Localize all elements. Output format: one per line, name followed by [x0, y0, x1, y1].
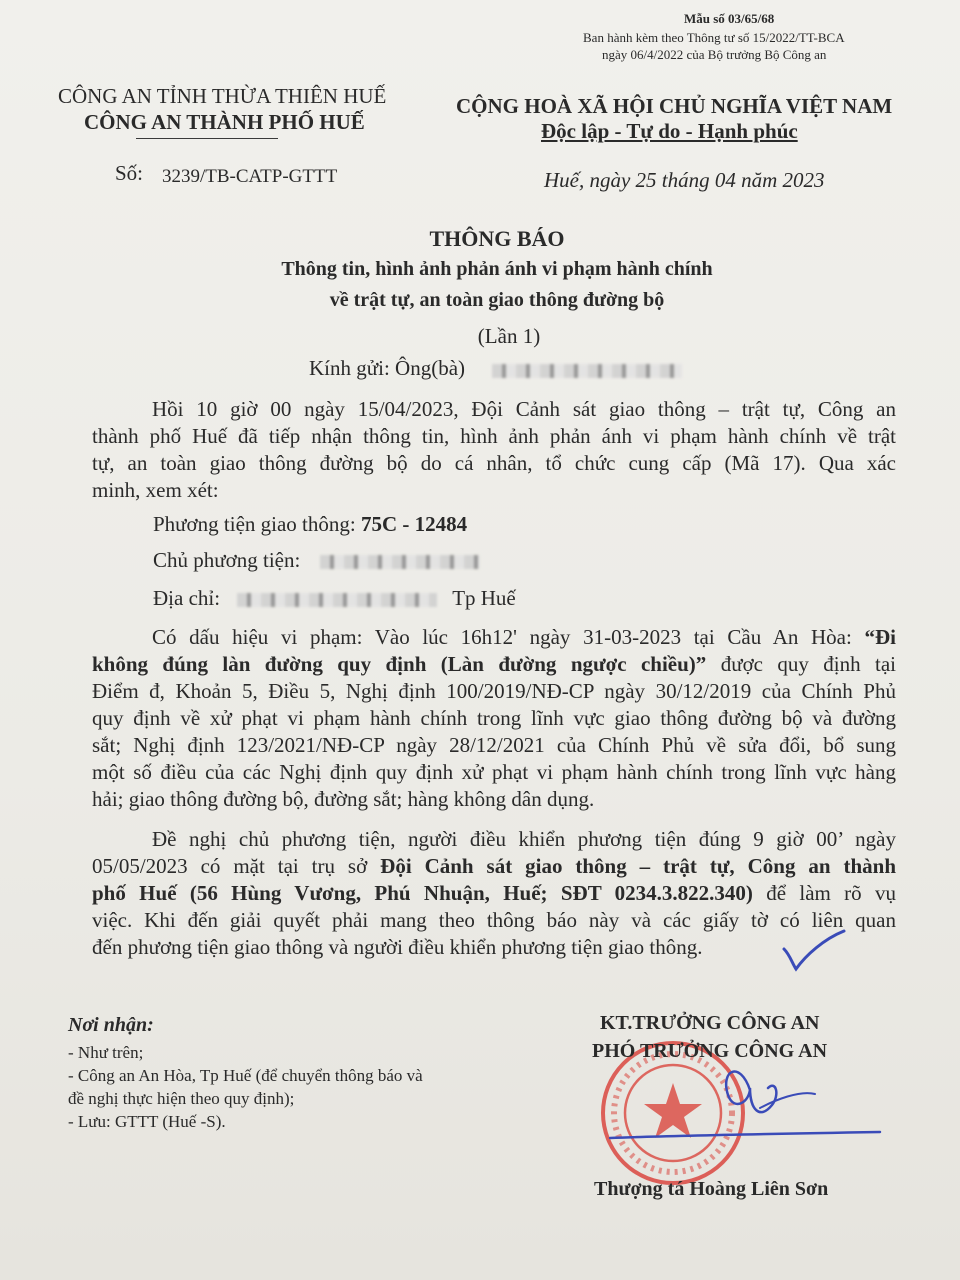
form-issued-date: ngày 06/4/2022 của Bộ trưởng Bộ Công an [602, 47, 827, 62]
form-issued-with: Ban hành kèm theo Thông tư số 15/2022/TT-BCA [583, 30, 845, 45]
address-city: Tp Huế [452, 586, 516, 610]
recipient-label: Kính gửi: Ông(bà) [309, 356, 466, 380]
doc-number: 3239/TB-CATP-GTTT [162, 166, 338, 187]
recipients-heading: Nơi nhận: [68, 1014, 154, 1036]
nation-name: CỘNG HOÀ XÃ HỘI CHỦ NGHĨA VIỆT NAM [456, 94, 893, 118]
paragraph-line: thành phố Huế đã tiếp nhận thông tin, hình ảnh phản ánh vi phạm hành chính về trật [92, 424, 896, 448]
checkmark-icon [780, 925, 850, 975]
paragraph-line: quy định về xử phạt vi phạm hành chính trong lĩnh vực giao thông đường bộ và đường [92, 706, 896, 730]
paragraph-line: Đề nghị chủ phương tiện, người điều khiển phương tiện đúng 9 giờ 00’ ngày [152, 827, 896, 851]
paragraph-line: tự, an toàn giao thông đường bộ do cá nhân, tổ chức cung cấp (Mã 17). Qua xác [92, 451, 896, 475]
agency-parent: CÔNG AN TỈNH THỪA THIÊN HUẾ [58, 84, 387, 108]
signer-title-1: KT.TRƯỞNG CÔNG AN [600, 1012, 820, 1034]
paragraph-line: 05/05/2023 có mặt tại trụ sở Đội Cảnh sát giao thông – trật tự, Công an thành [92, 854, 897, 878]
recipient-item: - Như trên; [68, 1043, 144, 1062]
paragraph-line: một số điều của các Nghị định quy định xử phạt vi phạm hành chính trong lĩnh vực hàng [92, 760, 896, 784]
address-row [153, 586, 516, 611]
form-number: Mẫu số 03/65/68 [684, 11, 775, 26]
address-label: Địa chỉ: [153, 586, 221, 610]
vehicle-row [153, 512, 467, 537]
owner-row [153, 548, 480, 573]
doc-subtitle-1: Thông tin, hình ảnh phản ánh vi phạm hành chính [281, 258, 713, 280]
paragraph-violation [92, 624, 896, 813]
place-date: Huế, ngày 25 tháng 04 năm 2023 [544, 168, 825, 192]
signature-icon [600, 1050, 890, 1150]
paragraph-request [92, 826, 896, 961]
vehicle-plate: 75C - 12484 [360, 512, 468, 536]
doc-number-label: Số: [115, 161, 144, 185]
issue-number: (Lần 1) [477, 324, 541, 348]
paragraph-line: minh, xem xét: [92, 478, 219, 502]
agency-name: CÔNG AN THÀNH PHỐ HUẾ [84, 110, 365, 134]
signer-name: Thượng tá Hoàng Liên Sơn [594, 1178, 829, 1200]
paragraph-line: đến phương tiện giao thông và người điều khiển phương tiện giao thông. [92, 935, 703, 959]
paragraph-line: không đúng làn đường quy định (Làn đường ngược chiều)” được quy định tại [92, 652, 897, 676]
recipient-item: đề nghị thực hiện theo quy định); [68, 1089, 295, 1108]
owner-redacted [320, 555, 480, 569]
doc-title: THÔNG BÁO [429, 226, 565, 251]
vehicle-label: Phương tiện giao thông: [153, 512, 356, 536]
paragraph-line: hải; giao thông đường bộ, đường sắt; hàng không dân dụng. [92, 787, 595, 811]
paragraph-line: phố Huế (56 Hùng Vương, Phú Nhuận, Huế; SĐT 0234.3.822.340) để làm rõ vụ [92, 881, 897, 905]
recipient-item: - Công an An Hòa, Tp Huế (để chuyển thông báo và [68, 1066, 423, 1085]
signer-title-2: PHÓ TRƯỞNG CÔNG AN [592, 1040, 828, 1062]
owner-label: Chủ phương tiện: [153, 548, 301, 572]
nation-motto: Độc lập - Tự do - Hạnh phúc [541, 119, 798, 143]
doc-subtitle-2: về trật tự, an toàn giao thông đường bộ [329, 289, 665, 311]
address-redacted [237, 593, 437, 607]
paragraph-line: sắt; Nghị định 123/2021/NĐ-CP ngày 28/12/2021 của Chính Phủ về sửa đổi, bổ sung [92, 733, 896, 757]
recipient-redacted [492, 362, 682, 380]
paragraph-line: Điểm đ, Khoản 5, Điều 5, Nghị định 100/2019/NĐ-CP ngày 30/12/2019 của Chính Phủ [92, 679, 896, 703]
paragraph-line: việc. Khi đến giải quyết phải mang theo thông báo này và các giấy tờ có liên quan [92, 908, 896, 932]
paragraph-reception [92, 396, 896, 504]
agency-underline [136, 138, 278, 139]
paragraph-line: Có dấu hiệu vi phạm: Vào lúc 16h12' ngày 31-03-2023 tại Cầu An Hòa: “Đi [152, 625, 896, 649]
paragraph-line: Hồi 10 giờ 00 ngày 15/04/2023, Đội Cảnh sát giao thông – trật tự, Công an [152, 397, 896, 421]
recipient-item: - Lưu: GTTT (Huế -S). [68, 1112, 226, 1131]
